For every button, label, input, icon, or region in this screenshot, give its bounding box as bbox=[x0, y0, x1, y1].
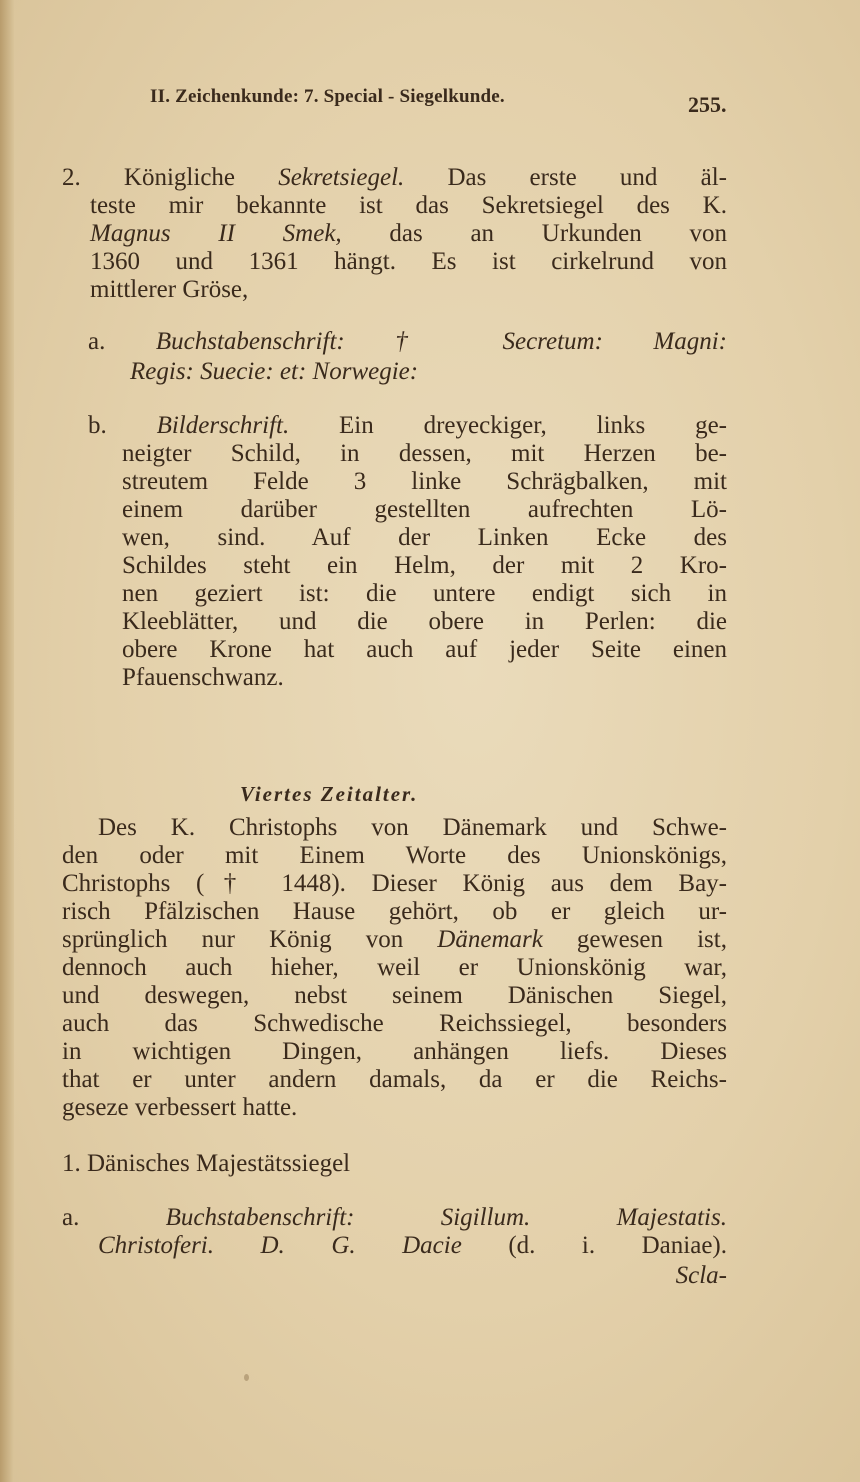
text-line bbox=[88, 412, 727, 440]
text-run: den oder mit Einem Worte des Unionskönigs, bbox=[62, 842, 727, 869]
italic-text: Scla- bbox=[675, 1262, 727, 1289]
text-run: risch Pfälzischen Hause gehört, ob er gleich ur- bbox=[62, 898, 727, 925]
ink-speck bbox=[244, 1374, 249, 1381]
text-run: Kleeblätter, und die obere in Perlen: die bbox=[122, 608, 727, 635]
italic-text: Buchstabenschrift: Sigillum. Majestatis. bbox=[165, 1204, 727, 1231]
text-run: einem darüber gestellten aufrechten Lö- bbox=[122, 496, 727, 523]
section-heading: Viertes Zeitalter. bbox=[240, 782, 419, 806]
italic-text: Regis: Suecie: et: Norwegie: bbox=[130, 358, 419, 385]
text-run: a. bbox=[88, 328, 156, 355]
text-run: geseze verbessert hatte. bbox=[62, 1094, 298, 1121]
text-line bbox=[62, 870, 727, 898]
text-line bbox=[90, 276, 420, 304]
text-line bbox=[90, 192, 727, 220]
text-run: dennoch auch hieher, weil er Unionskönig war, bbox=[62, 954, 727, 981]
italic-text: Bilderschrift. bbox=[156, 412, 290, 439]
text-run: streutem Felde 3 linke Schrägbalken, mit bbox=[122, 468, 727, 495]
text-line bbox=[62, 982, 727, 1010]
text-line bbox=[98, 1232, 727, 1260]
text-line bbox=[62, 164, 727, 192]
text-line bbox=[90, 248, 727, 276]
text-line bbox=[62, 954, 727, 982]
text-run: Ein dreyeckiger, links ge- bbox=[289, 412, 727, 439]
page-number: 255. bbox=[688, 92, 727, 117]
italic-text: Christoferi. D. G. Dacie bbox=[98, 1232, 462, 1259]
text-line bbox=[122, 524, 727, 552]
text-run: gewesen ist, bbox=[542, 926, 727, 953]
text-line bbox=[62, 1094, 360, 1122]
text-run: Schildes steht ein Helm, der mit 2 Kro- bbox=[122, 552, 727, 579]
text-run: a. bbox=[62, 1204, 166, 1231]
text-line bbox=[88, 328, 727, 356]
text-run: mittlerer Gröse, bbox=[90, 276, 249, 303]
text-run: Des K. Christophs von Dänemark und Schwe- bbox=[98, 814, 727, 841]
text-line bbox=[122, 664, 300, 692]
text-run: neigter Schild, in dessen, mit Herzen be- bbox=[122, 440, 727, 467]
text-run: wen, sind. Auf der Linken Ecke des bbox=[122, 524, 727, 551]
italic-text: Dänemark bbox=[437, 926, 543, 953]
text-line bbox=[122, 440, 727, 468]
text-run: Christophs († 1448). Dieser König aus dem Bay- bbox=[62, 870, 727, 897]
text-run: that er unter andern damals, da er die Reichs- bbox=[62, 1066, 727, 1093]
text-run: in wichtigen Dingen, anhängen liefs. Dieses bbox=[62, 1038, 727, 1065]
running-title: II. Zeichenkunde: 7. Special - Siegelkunde. bbox=[150, 86, 505, 107]
text-run: teste mir bekannte ist das Sekretsiegel des K. bbox=[90, 192, 727, 219]
text-line bbox=[122, 580, 727, 608]
italic-text: Sekretsiegel. bbox=[278, 164, 405, 191]
text-line bbox=[98, 814, 727, 842]
text-run: sprünglich nur König von bbox=[62, 926, 438, 953]
text-run: b. bbox=[88, 412, 157, 439]
text-line bbox=[122, 496, 727, 524]
page-edge-shadow bbox=[0, 0, 14, 1482]
text-line bbox=[62, 1150, 420, 1178]
text-line bbox=[600, 1262, 727, 1290]
italic-text: Magnus II Smek, bbox=[90, 220, 342, 247]
text-line bbox=[62, 1038, 727, 1066]
text-line bbox=[130, 358, 600, 386]
text-run: und deswegen, nebst seinem Dänischen Siegel, bbox=[62, 982, 727, 1009]
text-line bbox=[122, 468, 727, 496]
text-run: Pfauenschwanz. bbox=[122, 664, 284, 691]
text-run: auch das Schwedische Reichssiegel, besonders bbox=[62, 1010, 727, 1037]
text-line bbox=[122, 552, 727, 580]
text-run: nen geziert ist: die untere endigt sich in bbox=[122, 580, 727, 607]
text-line bbox=[62, 926, 727, 954]
text-run: 2. Königliche bbox=[62, 164, 279, 191]
text-line bbox=[122, 636, 727, 664]
text-line bbox=[62, 1010, 727, 1038]
text-run: (d. i. Daniae). bbox=[461, 1232, 727, 1259]
text-line bbox=[62, 842, 727, 870]
text-run: 1. Dänisches Majestätssiegel bbox=[62, 1150, 351, 1177]
text-run: 1360 und 1361 hängt. Es ist cirkelrund von bbox=[90, 248, 727, 275]
text-line bbox=[62, 898, 727, 926]
text-run: das an Urkunden von bbox=[341, 220, 727, 247]
text-line bbox=[90, 220, 727, 248]
text-line bbox=[122, 608, 727, 636]
text-line bbox=[62, 1066, 727, 1094]
text-run: Das erste und äl- bbox=[404, 164, 727, 191]
text-line bbox=[62, 1204, 727, 1232]
text-run: obere Krone hat auch auf jeder Seite einen bbox=[122, 636, 727, 663]
italic-text: Buchstabenschrift: † Secretum: Magni: bbox=[155, 328, 727, 355]
